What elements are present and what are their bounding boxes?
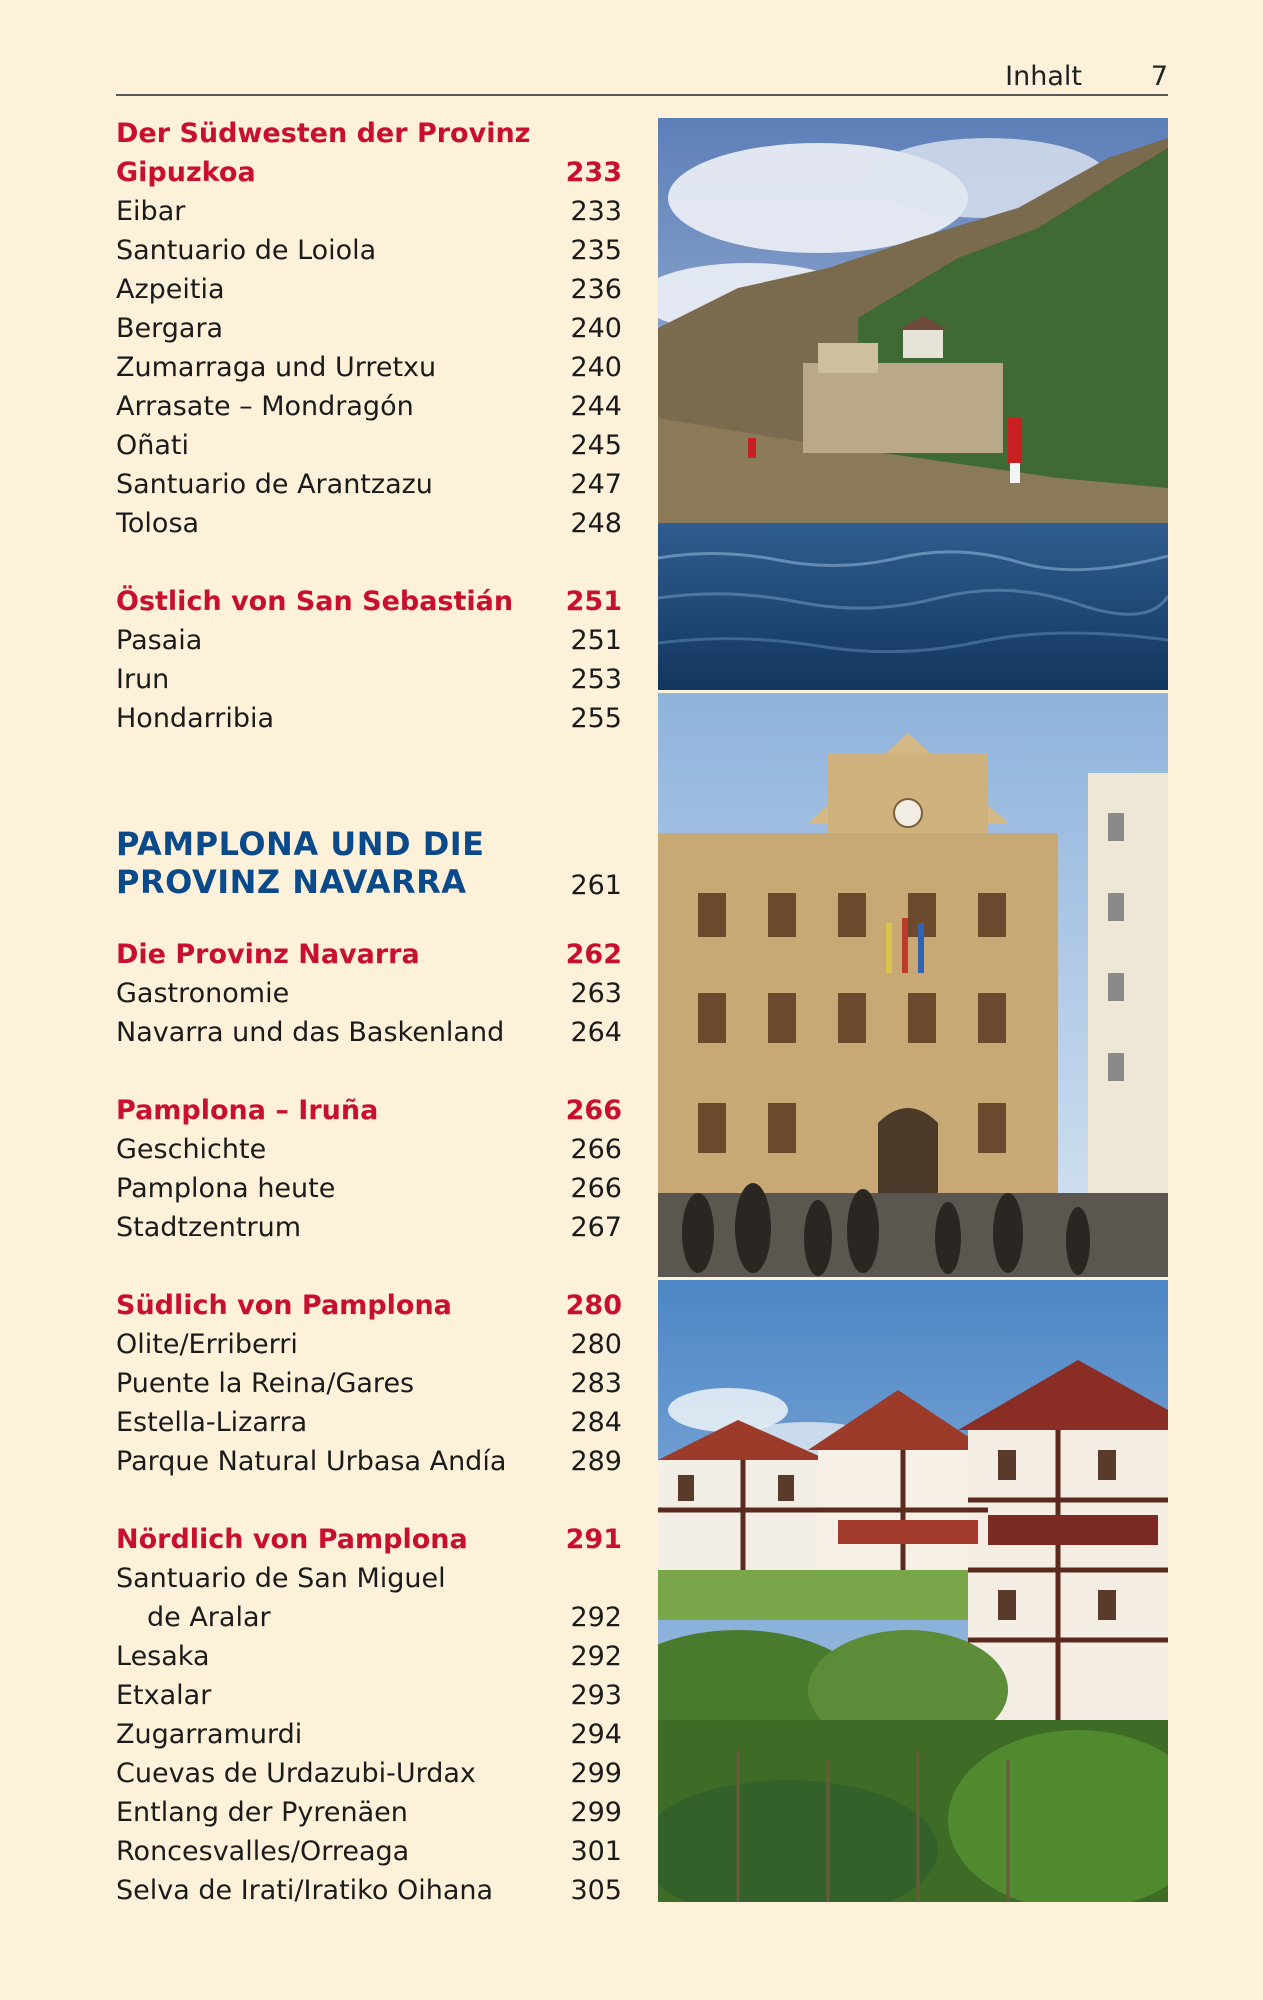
toc-entry[interactable]: Stadtzentrum 267: [116, 1212, 622, 1243]
photo-coastal-fortress: [658, 118, 1168, 693]
toc-entry[interactable]: Entlang der Pyrenäen 299: [116, 1797, 622, 1828]
photo-half-timbered-village: [658, 1280, 1168, 1902]
toc-entry[interactable]: Cuevas de Urdazubi-Urdax 299: [116, 1758, 622, 1789]
toc-section-heading[interactable]: Der Südwesten der Provinz: [116, 118, 531, 149]
toc-chapter-heading[interactable]: PAMPLONA UND DIE PROVINZ NAVARRA 261: [116, 825, 622, 901]
toc-section-heading[interactable]: Gipuzkoa 233: [116, 157, 622, 188]
toc-entry[interactable]: Zugarramurdi 294: [116, 1719, 622, 1750]
toc-section-heading[interactable]: Südlich von Pamplona 280: [116, 1290, 622, 1321]
toc-entry[interactable]: Zumarraga und Urretxu 240: [116, 352, 622, 383]
toc-entry[interactable]: Lesaka 292: [116, 1641, 622, 1672]
toc-entry[interactable]: Irun 253: [116, 664, 622, 695]
toc-entry[interactable]: Azpeitia 236: [116, 274, 622, 305]
toc-entry[interactable]: Roncesvalles/Orreaga 301: [116, 1836, 622, 1867]
toc-entry[interactable]: Santuario de Loiola 235: [116, 235, 622, 266]
toc-entry-continuation[interactable]: de Aralar 292: [147, 1602, 622, 1633]
table-of-contents: [116, 114, 622, 1910]
toc-entry[interactable]: Tolosa 248: [116, 508, 622, 539]
page-header: [116, 58, 1168, 96]
toc-entry[interactable]: Selva de Irati/Iratiko Oihana 305: [116, 1875, 622, 1906]
toc-section-heading[interactable]: Die Provinz Navarra 262: [116, 939, 622, 970]
toc-section-heading[interactable]: Nördlich von Pamplona 291: [116, 1524, 622, 1555]
toc-entry[interactable]: Geschichte 266: [116, 1134, 622, 1165]
toc-entry[interactable]: Bergara 240: [116, 313, 622, 344]
toc-entry[interactable]: Arrasate – Mondragón 244: [116, 391, 622, 422]
toc-entry[interactable]: Santuario de San Miguel: [116, 1563, 446, 1594]
toc-entry[interactable]: Puente la Reina/Gares 283: [116, 1368, 622, 1399]
toc-section-heading[interactable]: Pamplona – Iruña 266: [116, 1095, 622, 1126]
photo-town-hall: [658, 693, 1168, 1280]
toc-entry[interactable]: Oñati 245: [116, 430, 622, 461]
toc-entry[interactable]: Santuario de Arantzazu 247: [116, 469, 622, 500]
toc-entry[interactable]: Olite/Erriberri 280: [116, 1329, 622, 1360]
toc-entry[interactable]: Hondarribia 255: [116, 703, 622, 734]
toc-entry[interactable]: Pamplona heute 266: [116, 1173, 622, 1204]
toc-section-heading[interactable]: Östlich von San Sebastián 251: [116, 586, 622, 617]
toc-entry[interactable]: Pasaia 251: [116, 625, 622, 656]
photo-column: [658, 118, 1168, 1902]
toc-entry[interactable]: Parque Natural Urbasa Andía 289: [116, 1446, 622, 1477]
toc-entry[interactable]: Gastronomie 263: [116, 978, 622, 1009]
page-number: 7: [1150, 61, 1168, 92]
toc-entry[interactable]: Eibar 233: [116, 196, 622, 227]
running-head: Inhalt: [1005, 61, 1082, 92]
toc-entry[interactable]: Etxalar 293: [116, 1680, 622, 1711]
toc-entry[interactable]: Estella-Lizarra 284: [116, 1407, 622, 1438]
toc-entry[interactable]: Navarra und das Baskenland 264: [116, 1017, 622, 1048]
